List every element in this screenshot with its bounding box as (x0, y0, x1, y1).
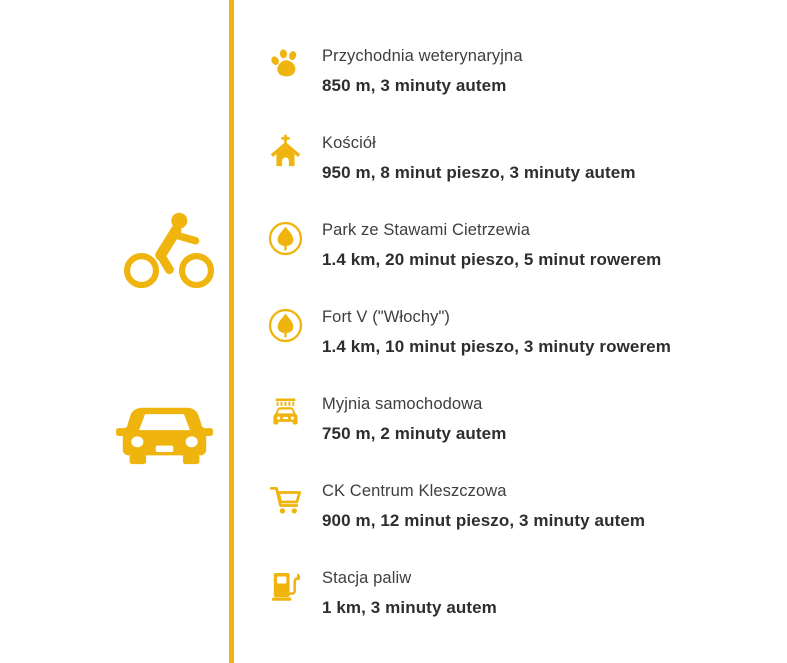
list-item (268, 220, 671, 276)
list-item (268, 46, 671, 102)
list-item (268, 307, 671, 363)
place-name: Stacja paliw (322, 569, 412, 587)
list-item (268, 481, 671, 537)
paw-icon (268, 47, 303, 82)
place-name: CK Centrum Kleszczowa (322, 482, 507, 500)
place-details: 750 m, 2 minuty autem (322, 424, 507, 443)
place-details: 900 m, 12 minut pieszo, 3 minuty autem (322, 511, 646, 530)
place-name: Kościół (322, 134, 376, 152)
list-item (268, 394, 671, 450)
list-item (268, 568, 671, 624)
list-item (268, 133, 671, 189)
place-details: 850 m, 3 minuty autem (322, 76, 507, 95)
vertical-divider (229, 0, 234, 663)
places-list (268, 46, 671, 655)
fuel-pump-icon (268, 569, 303, 604)
place-details: 1.4 km, 20 minut pieszo, 5 minut rowerem (322, 250, 662, 269)
car-icon (116, 394, 213, 474)
place-name: Fort V ("Włochy") (322, 308, 451, 326)
bicycle-icon (122, 210, 216, 292)
place-details: 1 km, 3 minuty autem (322, 598, 497, 617)
place-details: 950 m, 8 minut pieszo, 3 minuty autem (322, 163, 636, 182)
place-name: Myjnia samochodowa (322, 395, 483, 413)
park-tree-icon (268, 221, 303, 256)
place-name: Park ze Stawami Cietrzewia (322, 221, 530, 239)
car-wash-icon (268, 395, 303, 430)
church-icon (268, 134, 303, 169)
shopping-cart-icon (268, 482, 303, 517)
park-tree-icon (268, 308, 303, 343)
place-name: Przychodnia weterynaryjna (322, 47, 523, 65)
place-details: 1.4 km, 10 minut pieszo, 3 minuty rowerem (322, 337, 671, 356)
